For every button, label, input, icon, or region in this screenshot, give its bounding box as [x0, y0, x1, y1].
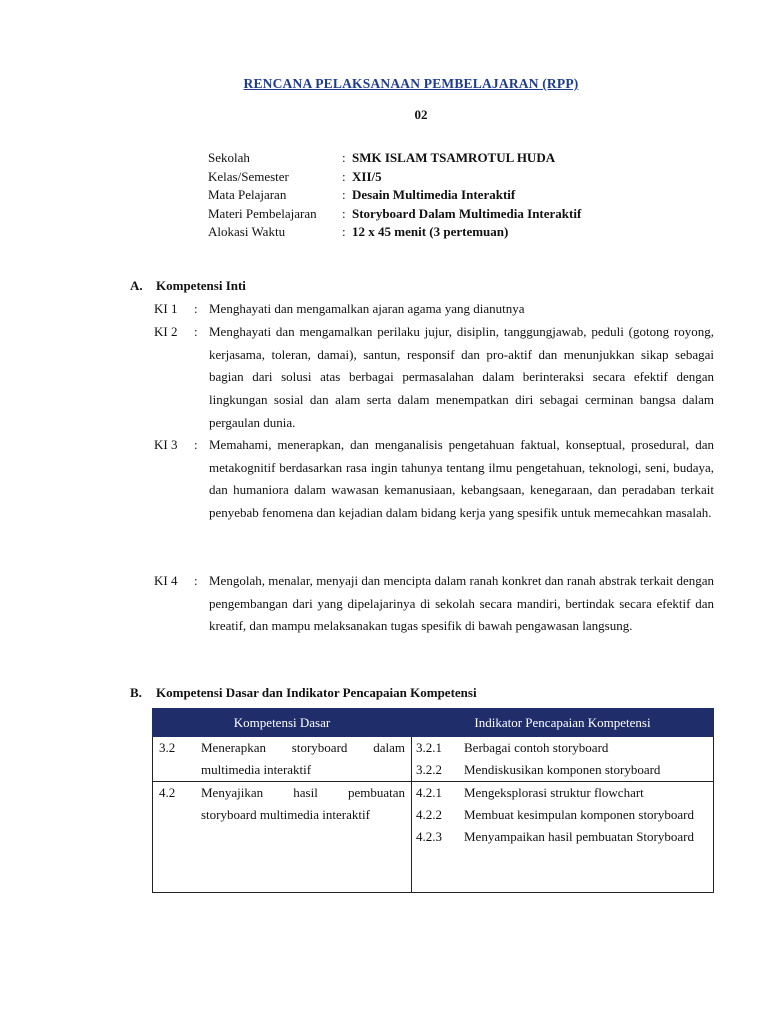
identity-colon: : — [342, 187, 346, 202]
indicator-text: Berbagai contoh storyboard — [464, 740, 609, 755]
indicator-text: Mengeksplorasi struktur flowchart — [464, 785, 644, 800]
kd-text: Menerapkan storyboard dalam multimedia interaktif — [201, 740, 405, 777]
identity-value: SMK ISLAM TSAMROTUL HUDA — [352, 150, 556, 165]
ki-code: KI 2 — [154, 324, 178, 339]
identity-value: 12 x 45 menit (3 pertemuan) — [352, 224, 509, 239]
identity-label: Kelas/Semester — [208, 168, 289, 184]
kd-text: Menyajikan hasil pembuatan storyboard multimedia interaktif — [201, 785, 405, 822]
identity-colon: : — [342, 224, 346, 239]
ki-colon: : — [194, 324, 198, 339]
identity-row — [208, 224, 581, 243]
section-b-heading — [130, 685, 477, 701]
indicator-number: 4.2.2 — [416, 807, 442, 822]
indicator-number: 4.2.3 — [416, 829, 442, 844]
identity-colon: : — [342, 150, 346, 165]
identity-value: Storyboard Dalam Multimedia Interaktif — [352, 205, 582, 221]
identity-label: Materi Pembelajaran — [208, 205, 317, 221]
indicator-number: 4.2.1 — [416, 785, 442, 800]
table-row — [153, 782, 714, 893]
competency-table — [152, 708, 714, 893]
ki-text: Memahami, menerapkan, dan menganalisis pengetahuan faktual, konseptual, prosedural, dan metakognitif berdasarkan rasa ingin tahunya tentang ilmu pengetahuan, teknologi, seni, budaya, dan humaniora dalam wawasan kemanusiaan, kebangsaan, kenegaraan, dan peradaban terkait penyebab fenomena dan kejadian dalam bidang kerja yang spesifik untuk memecahkan masalah. — [209, 437, 714, 521]
ki-text: Menghayati dan mengamalkan ajaran agama yang dianutnya — [209, 301, 525, 316]
ki-item — [154, 570, 714, 638]
kd-number: 4.2 — [159, 785, 176, 800]
ki-text: Mengolah, menalar, menyaji dan mencipta dalam ranah konkret dan ranah abstrak terkait dengan pengembangan dari yang dipelajarinya di sekolah secara mandiri, bertindak secara efektif dan kreatif, dan mampu melaksanakan tugas spesifik di bawah pengawasan langsung. — [209, 573, 714, 634]
table-header-kd: Kompetensi Dasar — [153, 709, 412, 737]
ki-colon: : — [194, 437, 198, 452]
identity-label: Alokasi Waktu — [208, 224, 286, 239]
document-title: RENCANA PELAKSANAAN PEMBELAJARAN (RPP) — [243, 76, 579, 91]
indicator-text: Membuat kesimpulan komponen storyboard — [464, 807, 694, 822]
kd-cell — [153, 782, 412, 893]
table-row — [153, 737, 714, 782]
section-title: Kompetensi Dasar dan Indikator Pencapaian Kompetensi — [156, 685, 477, 700]
indicator-text: Menyampaikan hasil pembuatan Storyboard — [464, 829, 694, 844]
ki-colon: : — [194, 301, 198, 316]
indicator-cell — [412, 737, 714, 782]
section-a-heading — [130, 278, 246, 294]
ki-item — [154, 298, 714, 321]
ki-text: Menghayati dan mengamalkan perilaku jujur, disiplin, tanggungjawab, peduli (gotong royong, kerjasama, toleran, damai), santun, responsif dan pro-aktif dan menunjukkan sikap sebagai bagian dari solusi atas berbagai permasalahan dalam berinteraksi secara efektif dengan lingkungan sosial dan alam serta dalam menempatkan diri sebagai cerminan bangsa dalam pergaulan dunia. — [209, 324, 714, 430]
identity-colon: : — [342, 168, 346, 184]
ki-item — [154, 434, 714, 525]
kd-cell — [153, 737, 412, 782]
ki-colon: : — [194, 573, 198, 588]
identity-label: Mata Pelajaran — [208, 187, 287, 202]
indicator-item — [412, 826, 713, 848]
kd-number: 3.2 — [159, 740, 176, 755]
document-number: 02 — [414, 107, 428, 122]
section-letter: A. — [130, 278, 143, 293]
indicator-item — [412, 759, 713, 781]
ki-code: KI 1 — [154, 301, 178, 316]
identity-table — [208, 150, 581, 243]
identity-colon: : — [342, 205, 346, 221]
indicator-cell — [412, 782, 714, 893]
identity-row — [208, 187, 581, 206]
table-header-indicator: Indikator Pencapaian Kompetensi — [412, 709, 714, 737]
identity-row — [208, 206, 581, 225]
section-letter: B. — [130, 685, 142, 700]
ki-code: KI 4 — [154, 573, 178, 588]
section-title: Kompetensi Inti — [156, 278, 246, 293]
identity-value: Desain Multimedia Interaktif — [352, 187, 516, 202]
identity-value: XII/5 — [352, 168, 382, 184]
identity-label: Sekolah — [208, 150, 250, 165]
identity-row — [208, 169, 581, 188]
indicator-item — [412, 804, 713, 826]
ki-code: KI 3 — [154, 437, 178, 452]
indicator-number: 3.2.1 — [416, 740, 442, 755]
indicator-item — [412, 737, 713, 759]
ki-item — [154, 321, 714, 435]
indicator-item — [412, 782, 713, 804]
indicator-number: 3.2.2 — [416, 762, 442, 777]
indicator-text: Mendiskusikan komponen storyboard — [464, 762, 661, 777]
table-header-row — [153, 709, 714, 737]
identity-row — [208, 150, 581, 169]
